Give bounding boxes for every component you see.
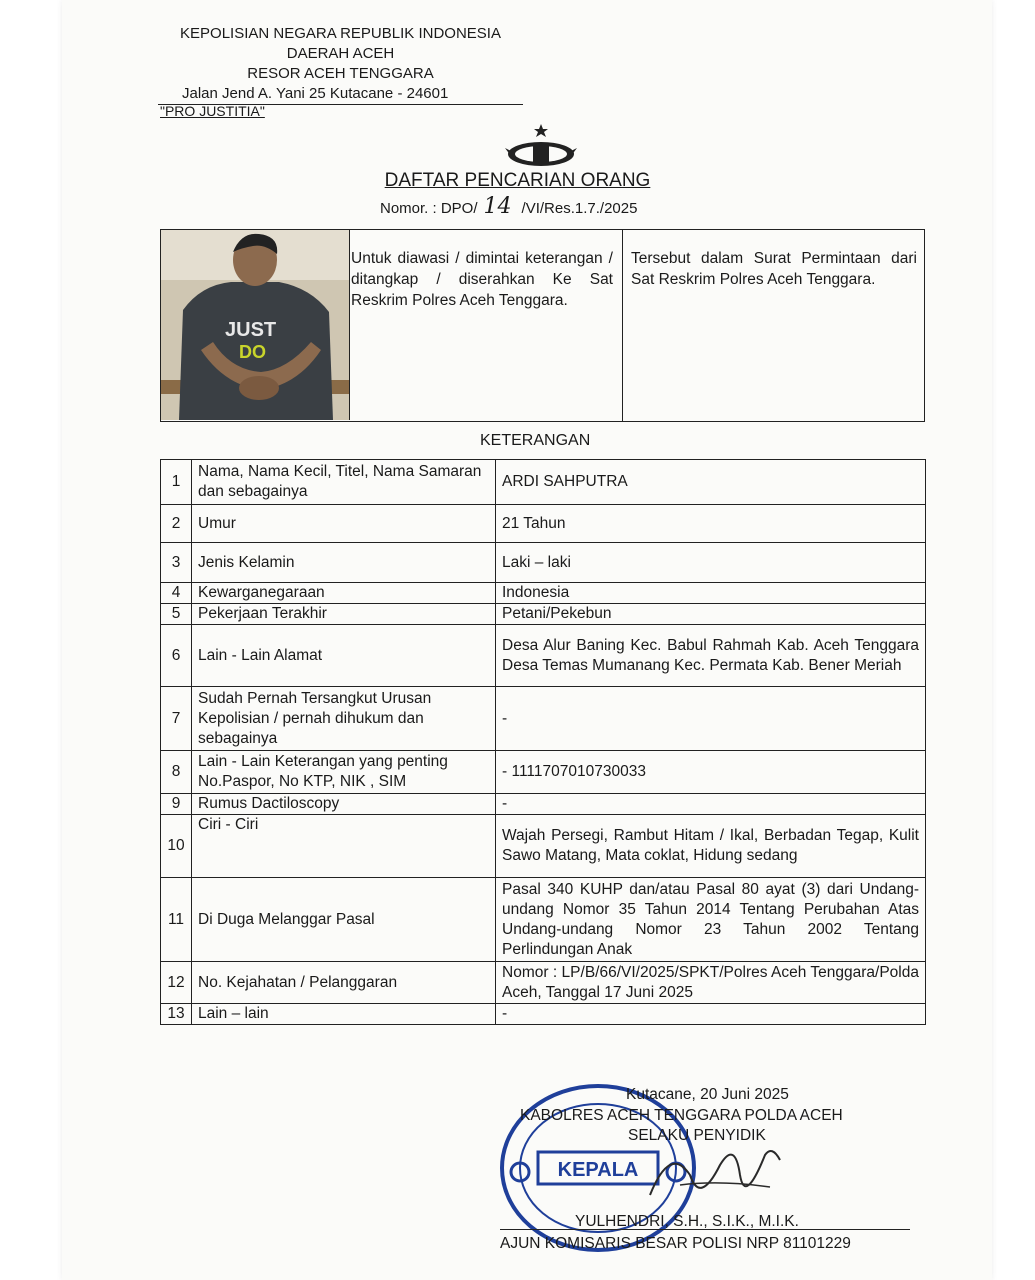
details-table bbox=[160, 459, 926, 1025]
table-row: 10 Ciri - Ciri Wajah Persegi, Rambut Hitam / Ikal, Berbadan Tegap, Kulit Sawo Matang, Mata coklat, Hidung sedang bbox=[161, 815, 926, 878]
handwritten-signature bbox=[640, 1135, 790, 1215]
table-row: 5 Pekerjaan Terakhir Petani/Pekebun bbox=[161, 604, 926, 625]
table-row: 3 Jenis Kelamin Laki – laki bbox=[161, 543, 926, 583]
table-row: 9 Rumus Dactiloscopy - bbox=[161, 794, 926, 815]
table-row: 1 Nama, Nama Kecil, Titel, Nama Samaran dan sebagainya ARDI SAHPUTRA bbox=[161, 460, 926, 505]
table-row: 12 No. Kejahatan / Pelanggaran Nomor : LP/B/66/VI/2025/SPKT/Polres Aceh Tenggara/Polda Aceh, Tanggal 17 Juni 2025 bbox=[161, 962, 926, 1004]
document-title: DAFTAR PENCARIAN ORANG bbox=[384, 170, 651, 191]
section-title: KETERANGAN bbox=[480, 432, 591, 449]
box-divider bbox=[622, 230, 623, 421]
police-emblem-icon bbox=[505, 122, 577, 170]
pro-justitia: "PRO JUSTITIA" bbox=[160, 103, 265, 119]
signatory-name: YULHENDRI, S.H., S.I.K., M.I.K. bbox=[575, 1213, 799, 1230]
suspect-photo bbox=[161, 230, 350, 420]
table-row: 2 Umur 21 Tahun bbox=[161, 505, 926, 543]
stamp-label: KEPALA bbox=[557, 1159, 639, 1181]
table-row: 7 Sudah Pernah Tersangkut Urusan Kepolisian / pernah dihukum dan sebagainya - bbox=[161, 687, 926, 751]
table-row: 4 Kewarganegaraan Indonesia bbox=[161, 583, 926, 604]
shirt-text-just: JUST bbox=[225, 319, 277, 341]
region-name: DAERAH ACEH bbox=[286, 45, 395, 62]
signatory-role: SELAKU PENYIDIK bbox=[628, 1127, 766, 1144]
signature-line bbox=[500, 1229, 910, 1230]
place-date: Kutacane, 20 Juni 2025 bbox=[626, 1086, 789, 1103]
instruction-text: Untuk diawasi / dimintai keterangan / ditangkap / diserahkan Ke Sat Reskrim Polres Aceh Tenggara. bbox=[351, 250, 613, 309]
table-row: 13 Lain – lain - bbox=[161, 1004, 926, 1025]
address: Jalan Jend A. Yani 25 Kutacane - 24601 bbox=[158, 84, 523, 105]
table-row: 6 Lain - Lain Alamat Desa Alur Baning Kec. Babul Rahmah Kab. Aceh Tenggara Desa Temas Mumanang Kec. Permata Kab. Bener Meriah bbox=[161, 625, 926, 687]
reference-text: Tersebut dalam Surat Permintaan dari Sat Reskrim Polres Aceh Tenggara. bbox=[631, 250, 917, 288]
institution-name: KEPOLISIAN NEGARA REPUBLIK INDONESIA bbox=[180, 25, 501, 42]
handwritten-number: 14 bbox=[483, 194, 512, 219]
document-number: Nomor. : DPO/ 14 /VI/Res.1.7./2025 bbox=[380, 194, 638, 219]
signatory-position: KABOLRES ACEH TENGGARA POLDA ACEH bbox=[520, 1107, 843, 1124]
wanted-summary-box bbox=[160, 229, 925, 422]
signatory-rank: AJUN KOMISARIS BESAR POLISI NRP 81101229 bbox=[500, 1235, 851, 1252]
shirt-text-do: DO bbox=[239, 342, 266, 362]
table-row: 11 Di Duga Melanggar Pasal Pasal 340 KUHP dan/atau Pasal 80 ayat (3) dari Undang-undang Nomor 35 Tahun 2014 Tentang Perubahan Atas Undang-undang Nomor 23 Tahun 2002 Tentang Perlindungan Anak bbox=[161, 878, 926, 962]
table-row: 8 Lain - Lain Keterangan yang penting No.Paspor, No KTP, NIK , SIM - 1111707010730033 bbox=[161, 751, 926, 794]
letterhead bbox=[158, 24, 523, 105]
resort-name: RESOR ACEH TENGGARA bbox=[247, 65, 434, 82]
